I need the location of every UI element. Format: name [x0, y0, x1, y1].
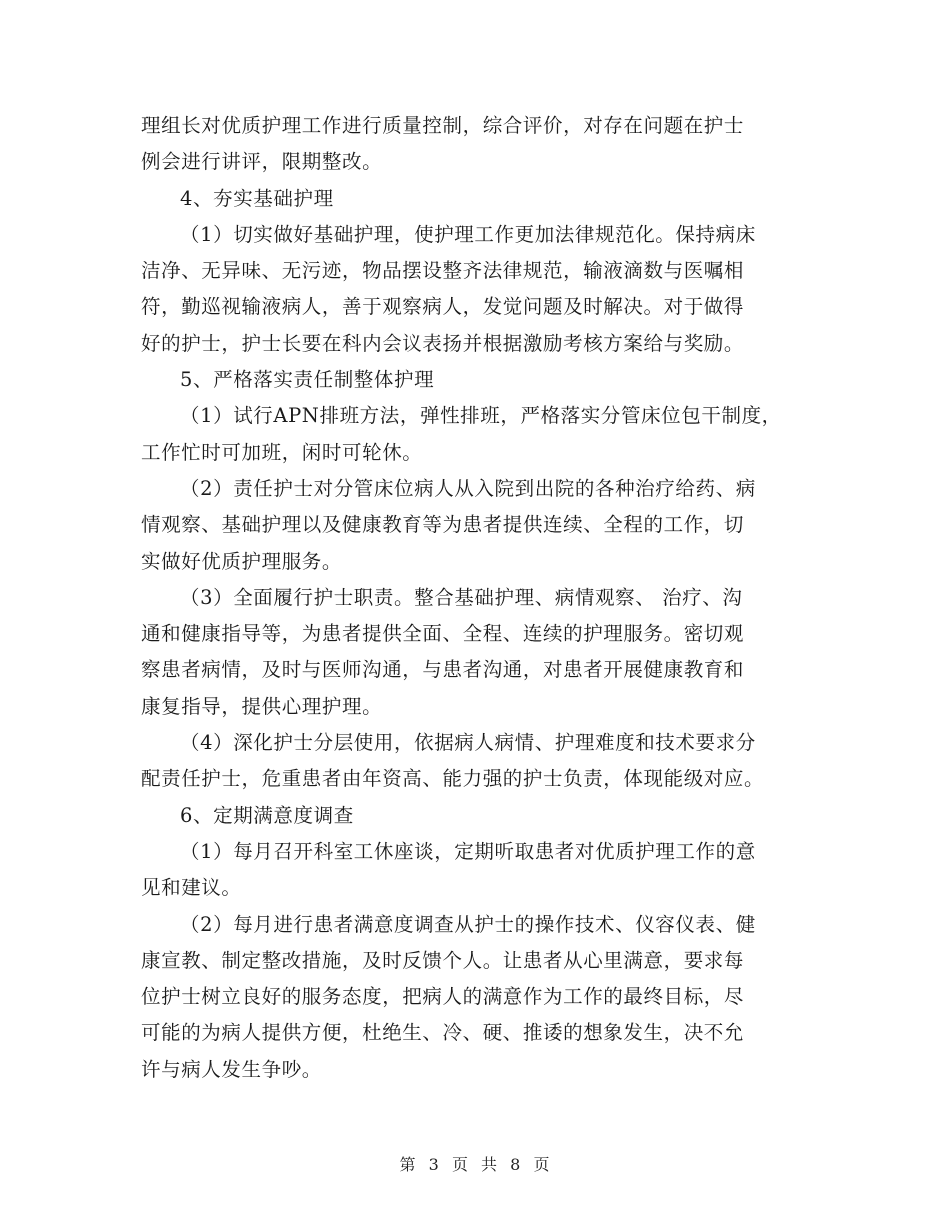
text-line: 情观察、基础护理以及健康教育等为患者提供连续、全程的工作，切: [141, 513, 745, 537]
text-line: 康复指导，提供心理护理。: [141, 694, 383, 718]
text-line: 4、夯实基础护理: [180, 186, 334, 210]
text-line: （1）每月召开科室工休座谈，定期听取患者对优质护理工作的意: [180, 839, 756, 863]
text-line: （3）全面履行护士职责。整合基础护理、病情观察、 治疗、沟: [180, 585, 743, 609]
text-line: 位护士树立良好的服务态度，把病人的满意作为工作的最终目标，尽: [141, 985, 745, 1009]
text-line: 好的护士，护士长要在科内会议表扬并根据激励考核方案给与奖励。: [141, 331, 745, 355]
text-line: （1）试行APN排班方法，弹性排班，严格落实分管床位包干制度，: [180, 404, 782, 428]
text-line: 例会进行讲评，限期整改。: [141, 150, 383, 174]
text-line: 可能的为病人提供方便，杜绝生、冷、硬、推诿的想象发生，决不允: [141, 1021, 745, 1045]
text-line: 许与病人发生争吵。: [141, 1057, 322, 1081]
text-line: （2）责任护士对分管床位病人从入院到出院的各种治疗给药、病: [180, 476, 756, 500]
text-line: 见和建议。: [141, 876, 242, 900]
text-line: 通和健康指导等，为患者提供全面、全程、连续的护理服务。密切观: [141, 622, 745, 646]
text-line: 配责任护士，危重患者由年资高、能力强的护士负责，体现能级对应。: [141, 767, 765, 791]
footer-page-unit: 页: [451, 1155, 469, 1174]
text-line: 5、严格落实责任制整体护理: [180, 368, 435, 392]
text-line: 实做好优质护理服务。: [141, 549, 343, 573]
footer-total-word: 共: [481, 1155, 499, 1174]
text-line: 6、定期满意度调查: [180, 803, 354, 827]
text-line: （4）深化护士分层使用，依据病人病情、护理难度和技术要求分: [180, 731, 756, 755]
text-line: （2）每月进行患者满意度调查从护士的操作技术、仪容仪表、健: [180, 912, 756, 936]
page-footer: [0, 1152, 950, 1175]
footer-current-page: 3: [428, 1155, 440, 1174]
text-line: 康宣教、制定整改措施，及时反馈个人。让患者从心里满意，要求每: [141, 948, 745, 972]
text-line: 理组长对优质护理工作进行质量控制，综合评价，对存在问题在护士: [141, 114, 745, 137]
text-line: 洁净、无异味、无污迹，物品摆设整齐法律规范，输液滴数与医嘱相: [141, 259, 745, 283]
footer-total-unit: 页: [533, 1155, 551, 1174]
footer-prefix: 第: [399, 1155, 417, 1174]
text-line: 工作忙时可加班，闲时可轮休。: [141, 440, 423, 464]
text-line: （1）切实做好基础护理，使护理工作更加法律规范化。保持病床: [180, 222, 756, 246]
footer-total-pages: 8: [510, 1155, 522, 1174]
text-line: 察患者病情，及时与医师沟通，与患者沟通，对患者开展健康教育和: [141, 658, 745, 682]
body-text: [141, 108, 821, 1088]
text-line: 符，勤巡视输液病人，善于观察病人，发觉问题及时解决。对于做得: [141, 295, 745, 319]
